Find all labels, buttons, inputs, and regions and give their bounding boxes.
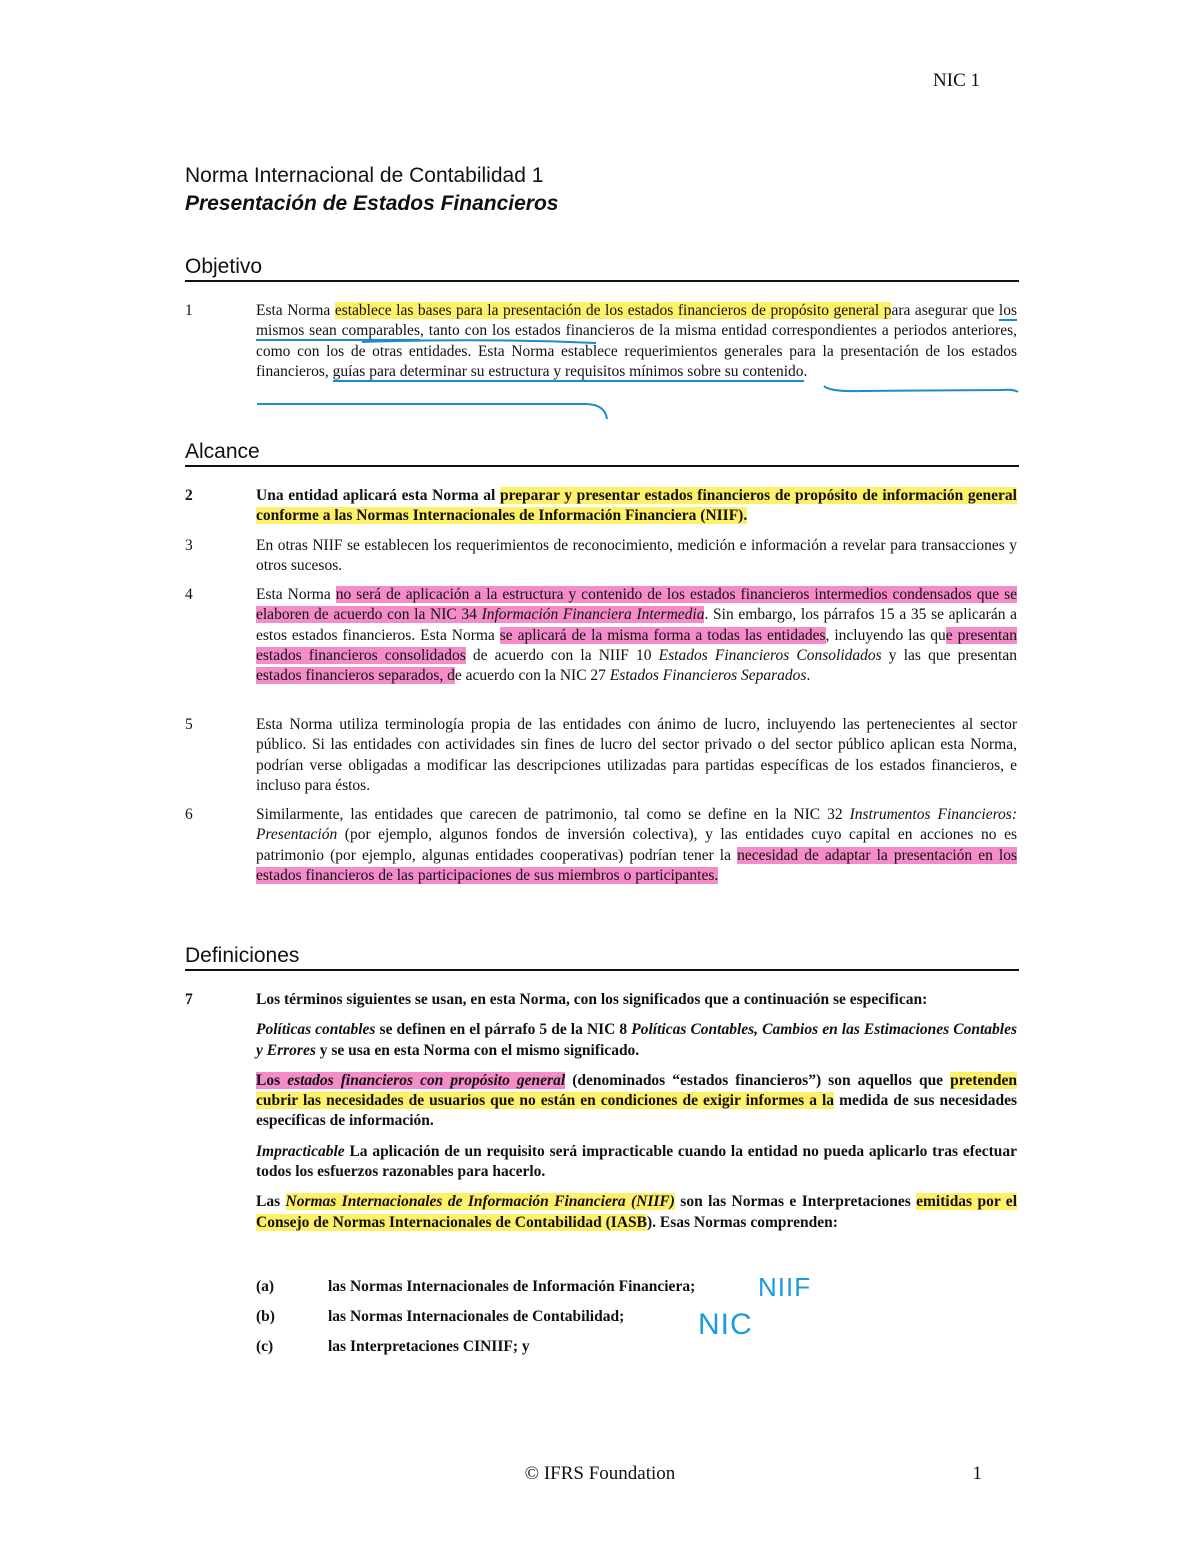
document-title bbox=[185, 162, 1020, 218]
pen-underline-mark bbox=[360, 336, 600, 346]
title-line-1: Norma Internacional de Contabilidad 1 bbox=[185, 164, 544, 187]
definition-niif: Las Normas Internacionales de Información Financiera (NIIF) son las Normas e Interpretaciones emitidas por el Consejo de Normas Internacionales de Contabilidad (IASB). Esas Normas comprenden: bbox=[256, 1193, 1017, 1231]
paragraph-number: 2 bbox=[185, 487, 193, 504]
section-definiciones: Definiciones bbox=[185, 944, 1019, 971]
highlight: necesidad de adaptar la presentación en los estados financieros de las participaciones de sus miembros o participantes. bbox=[256, 846, 1017, 884]
definition-estados-financieros: Los estados financieros con propósito general (denominados “estados financieros”) son aquellos que pretenden cubrir las necesidades de usuarios que no están en condiciones de exigir informes a la medida de sus necesidades específicas de información. bbox=[256, 1071, 1018, 1130]
highlight: emitidas por el Consejo de Normas Internacionales de Contabilidad (IASB bbox=[256, 1193, 1017, 1231]
underline-annotation: guías para determinar su estructura y requisitos mínimos sobre su contenido bbox=[332, 362, 804, 380]
section-objetivo: Objetivo bbox=[185, 255, 1019, 282]
pen-underline-mark bbox=[255, 401, 615, 423]
highlight: estados financieros separados, d bbox=[256, 667, 455, 685]
paragraph-number: 3 bbox=[185, 537, 193, 554]
paragraph-5: 5 Esta Norma utiliza terminología propia de las entidades con ánimo de lucro, incluyendo las pertenecientes al sector público. Si las entidades con actividades sin fines de lucro del sector privado o del sector público aplican esta Norma, podrían verse obligadas a modificar las descripciones utilizadas para partidas específicas de los estados financieros, e incluso para éstos. bbox=[185, 716, 1017, 794]
paragraph-number: 1 bbox=[185, 302, 193, 319]
section-alcance: Alcance bbox=[185, 440, 1019, 467]
page-header-label: NIC 1 bbox=[933, 70, 980, 91]
highlight: Normas Internacionales de Información Financiera (NIIF) bbox=[285, 1193, 675, 1211]
definition-impracticable: Impracticable La aplicación de un requisito será impracticable cuando la entidad no pueda aplicarlo tras efectuar todos los esfuerzos razonables para hacerlo. bbox=[256, 1142, 1017, 1181]
highlight: establece las bases para la presentación de los estados financieros de propósito general p bbox=[334, 302, 892, 319]
definitions-intro: Los términos siguientes se usan, en esta Norma, con los significados que a continuación se especifican: bbox=[256, 991, 928, 1008]
highlight: preparar y presentar estados financieros de propósito de información general conforme a las Normas Internacionales de Información Financiera (NIIF). bbox=[256, 487, 1017, 525]
title-line-2: Presentación de Estados Financieros bbox=[185, 192, 559, 215]
paragraph-7 bbox=[185, 990, 1017, 1233]
highlight: no será de aplicación a la estructura y contenido de los estados financieros intermedios condensados que se elaboren de acuerdo con la NIC 34 Información Financiera Intermedia bbox=[256, 586, 1017, 624]
paragraph-6: 6 Similarmente, las entidades que carecen de patrimonio, tal como se define en la NIC 32 Instrumentos Financieros: Presentación (por ejemplo, algunos fondos de inversión colectiva), y las entidades cuyo capital en acciones no es patrimonio (por ejemplo, algunas entidades cooperativas) podrían tener la necesidad de adaptar la presentación en los estados financieros de las participaciones de sus miembros o participantes. bbox=[185, 806, 1017, 884]
paragraph-number: 4 bbox=[185, 586, 193, 603]
highlight: e presentan estados financieros consolidados bbox=[256, 626, 1017, 664]
paragraph-number: 6 bbox=[185, 806, 193, 823]
list-item: (a) las Normas Internacionales de Información Financiera; bbox=[256, 1278, 696, 1295]
highlight: pretenden cubrir las necesidades de usuarios que no están en condiciones de exigir informes a la bbox=[256, 1071, 1018, 1110]
pen-underline-mark bbox=[822, 382, 1022, 396]
paragraph-2: 2 Una entidad aplicará esta Norma al preparar y presentar estados financieros de propósito de información general conforme a las Normas Internacionales de Información Financiera (NIIF). bbox=[185, 487, 1017, 525]
list-item: (b) las Normas Internacionales de Contabilidad; bbox=[256, 1308, 625, 1325]
underline-annotation: los mismos sean comparables bbox=[256, 302, 1018, 340]
footer-copyright: © IFRS Foundation bbox=[524, 1463, 676, 1484]
footer-page-number: 1 bbox=[972, 1463, 982, 1484]
handwritten-nic-note: NIC bbox=[698, 1308, 753, 1341]
paragraph-number: 5 bbox=[185, 716, 193, 733]
paragraph-1: 1 Esta Norma establece las bases para la presentación de los estados financieros de propósito general para asegurar que los mismos sean comparables, tanto con los estados financieros de la misma entidad correspondientes a periodos anteriores, como con los de otras entidades. Esta Norma establece requerimientos generales para la presentación de los estados financieros, guías para determinar su estructura y requisitos mínimos sobre su contenido. bbox=[185, 302, 1018, 380]
highlight: se aplicará de la misma forma a todas las entidades bbox=[499, 626, 826, 644]
definition-politicas: Políticas contables se definen en el párrafo 5 de la NIC 8 Políticas Contables, Cambios en las Estimaciones Contables y Errores y se usa en esta Norma con el mismo significado. bbox=[256, 1021, 1017, 1059]
paragraph-3: 3 En otras NIIF se establecen los requerimientos de reconocimiento, medición e información a revelar para transacciones y otros sucesos. bbox=[185, 537, 1017, 575]
paragraph-4: 4 Esta Norma no será de aplicación a la estructura y contenido de los estados financieros intermedios condensados que se elaboren de acuerdo con la NIC 34 Información Financiera Intermedia. Sin embargo, los párrafos 15 a 35 se aplicarán a estos estados financieros. Esta Norma se aplicará de la misma forma a todas las entidades, incluyendo las que presentan estados financieros consolidados de acuerdo con la NIIF 10 Estados Financieros Consolidados y las que presentan estados financieros separados, de acuerdo con la NIC 27 Estados Financieros Separados. bbox=[185, 586, 1018, 685]
paragraph-number: 7 bbox=[185, 991, 193, 1008]
handwritten-niif-note: NIIF bbox=[758, 1272, 812, 1302]
list-item: (c) las Interpretaciones CINIIF; y bbox=[256, 1338, 530, 1355]
